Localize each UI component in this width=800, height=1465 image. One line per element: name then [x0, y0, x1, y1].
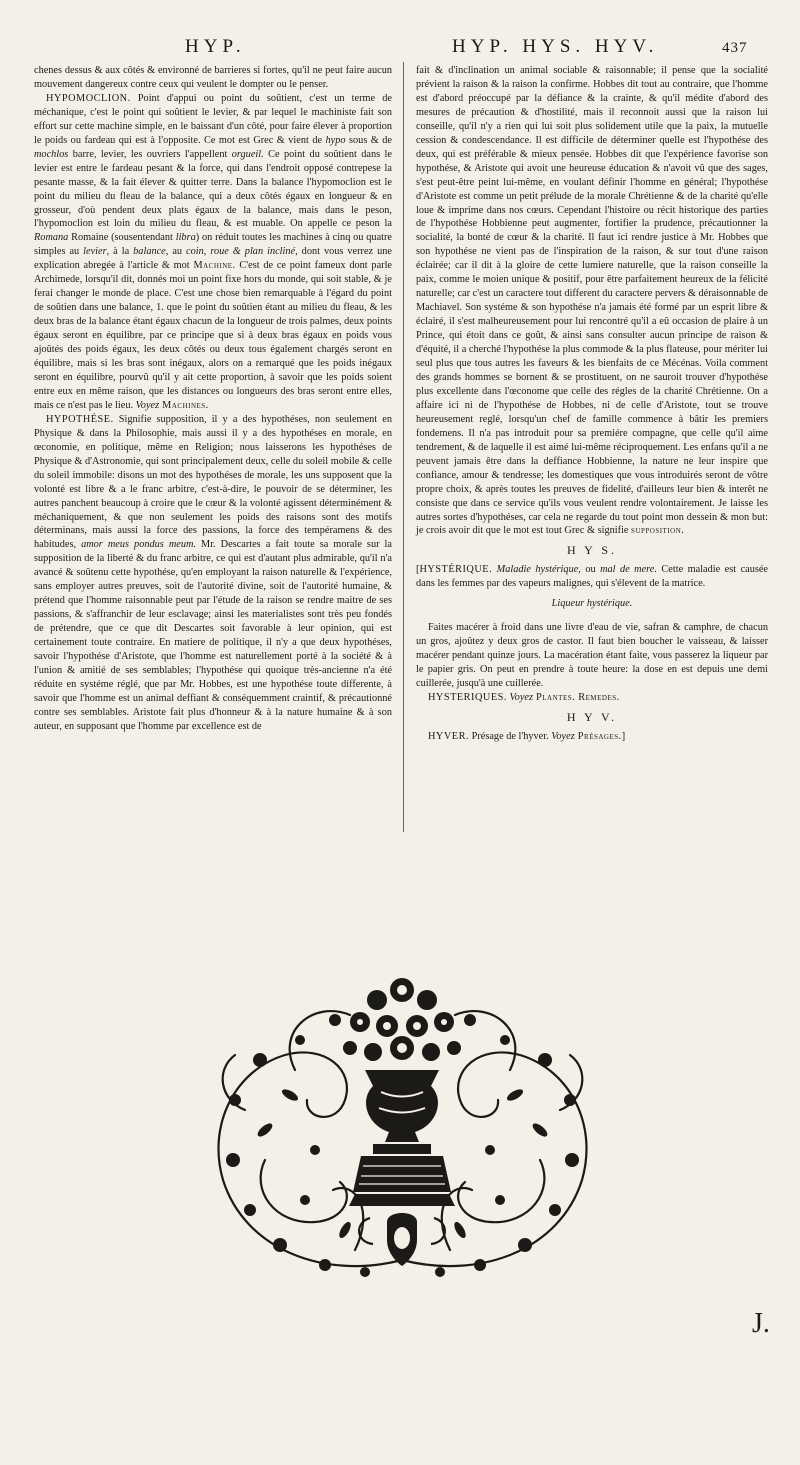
left-column [34, 64, 392, 734]
entry-head: HYPOTHÉSE. [46, 413, 114, 425]
column-divider [403, 62, 404, 832]
paragraph-continued: fait & d'inclination un animal sociable & raisonnable; il pense que la socialité prévient la raison & la raison la confirme. Hobbes dit tout au contraire, que l'homme est d'abord préoccupé par la défiance & la crainte, & qu'il médite d'abord des mesures de précaution & d'hostilité, mais il reconnoit aussi que la raison lui conseille, qu'il n'y a rien qui lui soit plus solidement utile que la paix, la mutuelle cession & condescendance. Il est difficile de déterminer quelle est l'hypothése des deux, qui est préférable & mieux pensée. Hobbes dit que l'expérience favorise son hypothése, & Aristote qui avoit une heureuse éducation & n'avoit vû que des sages, s'est peut-être peint lui-même, en voulant définir l'homme en général; l'hypothése d'Aristote est comme un petit prélude de la morale Chrétienne & de la charité qu'elle loue & imprime dans nos cœurs. Cependant l'histoire ou récit historique des parties de l'hypothése Hobbienne peut augmenter, fortifier la prudence, précautionner la socialité, la bonté de cœur & la charité. Il faut ici rendre justice à Mr. Hobbes que son hypothése ne vient pas de l'inspiration de la raison, & sur tout d'une raison éclairée; car il dit à la gloire de cette lumiere naturelle, que la raison conseille la paix, comme le moien unique & positif, pour être parfaitement heureux de la félicité naturelle; car c'est un caractere tout different du caractere pervers & déraisonnable de Machiavel. Son systéme & son hypothése n'a jamais été formé par un esprit libre & éclairé, il s'est malheureusement pour lui rencontré qu'il a eû occasion de plaire à un Prince, qui étoit dans ce goût, & ainsi sans consulter aucun principe de raison & d'équité, il a cherché l'hypothése la plus commode & la plus flateuse, pour mériter lui seul plus que tous autres les faveurs & les bienfaits de ce Mécénas. Voila comment des grands hommes se bornent & se prostituent, on ne sauroit trouver d'hypothése plus excellente dans l'œconome que celle des régles de la charité Chrétienne. On a affaire ici ni de l'hypothése de Hobbes, ni de celle d'Aristote, tout se trouve heureusement reglé, lorsqu'un chef de famille commence à bâtir les premiers fondemens. Il n'a pas introduit pour sa premiére compagne, que celle qu'il aime tendrement, & de laquelle il est aimé lui-même réciproquement. Les enfans qu'il a ne peuvent jamais être dans la deffiance Hobbienne, la nature ne leur inspire que confiance, amour & tendresse; les domestiques que vous introduirés seront de vôtre propre choix, & après toutes les preuves de fidelité, d'ailleurs leur bien & interêt ne consiste que dans ce service qu'ils vous veulent rendre volontairement. Je laisse les autres sortes d'hypothéses, car cela ne regarde du tout point mon dessein & mon but: je crois avoir dit que le mot est tout Grec & signifie supposition. [416, 65, 768, 537]
cross-reference: Présages. [574, 730, 622, 742]
recipe-text: Faites macérer à froid dans une livre d'eau de vie, safran & camphre, de chacun un gros, ajoûtez y deux gros de castor. Il faut bien boucher le vaisseau, & laisser macérer pendant quinze jours. La macération étant faite, vous passerez la liqueur par le papier gris. On peut en prendre à toute heure: la dose en est depuis une demi cuillerée, jusqu'à une cuillerée. [416, 622, 768, 690]
entry-head: HYSTÉRIQUE. [419, 564, 493, 576]
entry-head: HYSTERIQUES. [428, 691, 507, 703]
entry-hysterique: [HYSTÉRIQUE. Maladie hystérique, ou mal de mere. Cette maladie est causée dans les femmes par des vapeurs malignes, qui s'élevent de la matrice. [416, 564, 769, 590]
entry-head: HYPOMOCLION. [46, 92, 131, 104]
section-heading-hyv: H Y V. [566, 709, 618, 724]
running-head-left: HYP. [185, 36, 246, 57]
floral-vase-vignette [205, 960, 600, 1305]
entry-hypomoclion: HYPOMOCLION. Point d'appui ou point du soûtient, c'est un terme de méchanique, c'est le point qui soûtient le levier, & par lequel le machiniste fait son effort sur cette machine simple, en le baissant d'un côté, pour faire élever à proportion le poids ou fardeau qui est à l'opposite. Ce mot est Grec & vient de hypo sous & de mochlos barre, levier, les ouvriers l'appellent orgueil. Ce point du soûtient dans le levier est entre le fardeau pesant & la force, qui dans l'endroit opposé contrepese la pesante masse, & la fait élever & quitter terre. Dans la balance l'hypomoclion est le point du milieu du fleau de la balance, qui a deux côtés égaux en longueur & en grosseur, d'où pendent deux plats égaux de la balance, mais dans le peson, l'hypomoclion est loin du milieu du fleau, & est muable. On appelle ce peson la Romana Romaine (sousentendant libra) on réduit toutes les machines à cinq ou quatre simples au levier, à la balance, au coin, roue & plan incliné, dont vous verrez une explication abregée à l'article & mot Machine. C'est de ce point fameux dont parle Archimede, lorsqu'il dit, donnés moi un point fixe hors du monde, qui soit stable, & je ferai changer le monde de place. C'est une chose bien remarquable à l'égard du point de soûtien dans une balance, 1. que le point du soûtien étant au milieu du fleau, & les deux bras de la balance étant égaux chacun de la longueur de trois palmes, deux points égaux seront en équilibre, par ce principe que si à deux bras égaux en poids vous ajoûtés des poids égaux, les deux côtés ou deux tous également chargés seront en équilibre, mais si les bras sont inégaux, alors on a remarqué que les poids inégaux seront en équilibre, pourvû qu'il y ait cette proportion, à savoir que les poids soient entre eux en même raison, que les distances ou longueurs des bras seront entre elles, mais ce n'est pas le lieu. Voyez Machines. [34, 92, 392, 411]
recipe-title: Liqueur hystérique. [551, 598, 633, 610]
cross-reference: Machines. [159, 399, 209, 411]
paragraph-intro: chenes dessus & aux côtés & environné de barrieres si fortes, qu'il ne peut faire aucun mouvement dangereux contre ceux qui veulent le dompter ou le penser. [34, 65, 392, 90]
entry-head: HYVER. [428, 730, 470, 742]
entry-hypothese: HYPOTHÉSE. Signifie supposition, il y a des hypothéses, non seulement en Physique & dans la Philosophie, mais aussi il y a des hypothéses en morale, en œconomie, en politique, même en Religion; nous laisserons les hypothéses de Physique & d'Astronomie, qui sont principalement deux, celle du soleil mobile & celle du soleil immobile: disons un mot des hypothéses de morale, les uns supposent que la volonté est libre & a le franc arbitre, c'est-à-dire, le pouvoir de se déterminer, les autres panchent beaucoup à croire que le cœur & la volonté agissent déterminément & méchaniquement, & que non seulement les poids des raisons sont des motifs déterminans, mais aussi la force des passions, la force des tempéramens & des habitudes, amor meus pondus meum. Mr. Descartes a fait toute sa morale sur la supposition de la liberté & du franc arbitre, ce qui est d'autant plus admirable, qu'il n'a avancé & soûtenu cette hypothése, qu'en employant la raison naturelle & l'expérience, sans employer autres preuves, soit de l'autorité divine, soit de l'autorité humaine, & prétend que l'homme raisonnable peut par l'étude de la raison se rendre maitre de ses passions, & s'affranchir de leur esclavage; ainsi les materialistes sont très peu fondés de prétendre, que ce que dit Descartes soit favorable à leur opinion, qui est certainement toute contraire. En matiere de politique, il n'y a que deux hypothéses, savoir l'hypothése d'Aristote, que l'homme est naturellement porté à la société & à l'union & amitié de ses semblables; l'hypothése qui quoique très-ancienne n'a été réduite en systéme réglé, que par Mr. Hobbes, est une hypothése toute differente, à savoir que l'homme est un animal deffiant & conséquemment craintif, & précautionné contre ses semblables. Aristote fait plus d'honneur & à la nature humaine & à son auteur, en supposant que l'homme par excellence est de [34, 413, 392, 732]
running-head-right: HYP. HYS. HYV. [452, 36, 659, 57]
cross-reference: Plantes. Remedes. [532, 691, 620, 703]
signature-mark: J. [752, 1308, 770, 1339]
cross-reference: Machine. [193, 260, 236, 272]
right-column [416, 64, 768, 744]
entry-hyver: HYVER. Présage de l'hyver. Voyez Présages.] [428, 730, 626, 742]
page-number: 437 [722, 40, 748, 56]
section-heading-hys: H Y S. [566, 543, 618, 558]
entry-hysteriques: HYSTERIQUES. Voyez Plantes. Remedes. [428, 691, 620, 703]
